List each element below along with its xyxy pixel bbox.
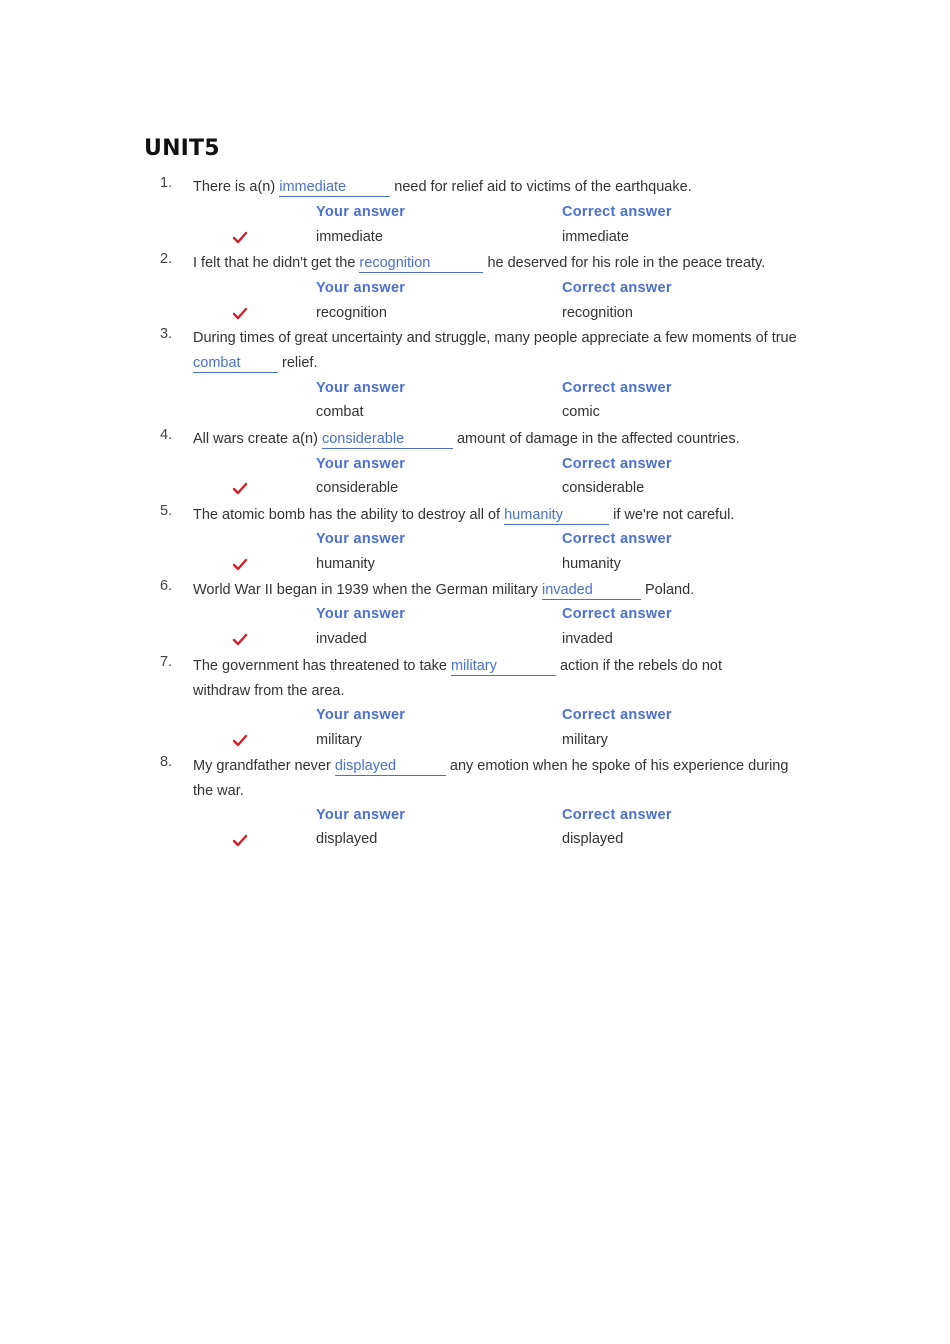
your-answer-header: Your answer bbox=[316, 204, 406, 220]
answer-blank[interactable]: considerable bbox=[322, 430, 453, 449]
your-answer-value: invaded bbox=[316, 631, 367, 647]
question-number: 6. bbox=[160, 578, 173, 594]
question-text-after: need for relief aid to victims of the earthquake. bbox=[390, 179, 692, 195]
question-text-after: he deserved for his role in the peace treaty. bbox=[483, 255, 766, 271]
question-text bbox=[193, 427, 813, 452]
your-answer-header: Your answer bbox=[316, 707, 406, 723]
answer-blank[interactable]: recognition bbox=[359, 254, 483, 273]
answer-blank[interactable]: displayed bbox=[335, 757, 446, 776]
question-text-before: There is a(n) bbox=[193, 179, 280, 195]
check-icon bbox=[232, 633, 248, 647]
correct-answer-value: immediate bbox=[562, 229, 629, 245]
check-icon bbox=[232, 482, 248, 496]
correct-answer-value: military bbox=[562, 732, 608, 748]
question-number: 2. bbox=[160, 251, 173, 267]
correct-answer-header: Correct answer bbox=[562, 280, 672, 296]
correct-answer-header: Correct answer bbox=[562, 380, 672, 396]
your-answer-header: Your answer bbox=[316, 456, 406, 472]
question-number: 1. bbox=[160, 175, 173, 191]
check-icon bbox=[232, 558, 248, 572]
answer-blank[interactable]: humanity bbox=[504, 506, 609, 525]
your-answer-value: humanity bbox=[316, 556, 375, 572]
question-number: 5. bbox=[160, 503, 173, 519]
question-number: 4. bbox=[160, 427, 173, 443]
correct-answer-value: displayed bbox=[562, 831, 624, 847]
question-text-before: The government has threatened to take bbox=[193, 658, 451, 674]
your-answer-value: combat bbox=[316, 404, 364, 420]
question-text bbox=[193, 503, 813, 528]
question-text-before: My grandfather never bbox=[193, 758, 335, 774]
your-answer-value: considerable bbox=[316, 480, 399, 496]
question-text-before: During times of great uncertainty and struggle, many people appreciate a few moments of true bbox=[193, 330, 797, 346]
correct-answer-value: comic bbox=[562, 404, 600, 420]
correct-answer-header: Correct answer bbox=[562, 531, 672, 547]
question-text-before: I felt that he didn't get the bbox=[193, 255, 360, 271]
question-text-before: The atomic bomb has the ability to destroy all of bbox=[193, 507, 505, 523]
your-answer-header: Your answer bbox=[316, 531, 406, 547]
question-text-after: action if the rebels do not withdraw from the area. bbox=[193, 658, 723, 699]
question-number: 7. bbox=[160, 654, 173, 670]
question-text bbox=[193, 654, 773, 704]
correct-answer-header: Correct answer bbox=[562, 204, 672, 220]
question-text-after: Poland. bbox=[640, 582, 695, 598]
correct-answer-header: Correct answer bbox=[562, 707, 672, 723]
answer-blank[interactable]: military bbox=[451, 657, 556, 676]
check-icon bbox=[232, 734, 248, 748]
correct-answer-value: invaded bbox=[562, 631, 613, 647]
correct-answer-header: Correct answer bbox=[562, 807, 672, 823]
check-icon bbox=[232, 231, 248, 245]
question-text bbox=[193, 251, 813, 276]
check-icon bbox=[232, 834, 248, 848]
correct-answer-header: Correct answer bbox=[562, 606, 672, 622]
page-title: UNIT5 bbox=[144, 136, 220, 161]
question-text-before: All wars create a(n) bbox=[193, 431, 322, 447]
your-answer-header: Your answer bbox=[316, 380, 406, 396]
question-text bbox=[193, 175, 813, 200]
answer-blank[interactable]: combat bbox=[193, 354, 278, 373]
question-text-after: relief. bbox=[278, 355, 318, 371]
correct-answer-header: Correct answer bbox=[562, 456, 672, 472]
answer-blank[interactable]: immediate bbox=[279, 178, 390, 197]
correct-answer-value: humanity bbox=[562, 556, 621, 572]
question-text-after: amount of damage in the affected countries. bbox=[452, 431, 740, 447]
your-answer-value: immediate bbox=[316, 229, 383, 245]
your-answer-value: military bbox=[316, 732, 362, 748]
correct-answer-value: recognition bbox=[562, 305, 633, 321]
question-text-before: World War II began in 1939 when the German military bbox=[193, 582, 542, 598]
question-text bbox=[193, 578, 813, 603]
correct-answer-value: considerable bbox=[562, 480, 645, 496]
your-answer-value: displayed bbox=[316, 831, 378, 847]
answer-blank[interactable]: invaded bbox=[542, 581, 641, 600]
your-answer-header: Your answer bbox=[316, 807, 406, 823]
question-number: 8. bbox=[160, 754, 173, 770]
question-text bbox=[193, 326, 813, 376]
question-number: 3. bbox=[160, 326, 173, 342]
your-answer-value: recognition bbox=[316, 305, 387, 321]
question-text-after: any emotion when he spoke of his experience during the war. bbox=[193, 758, 789, 799]
check-icon bbox=[232, 307, 248, 321]
your-answer-header: Your answer bbox=[316, 280, 406, 296]
your-answer-header: Your answer bbox=[316, 606, 406, 622]
question-text-after: if we're not careful. bbox=[609, 507, 735, 523]
question-text bbox=[193, 754, 793, 804]
